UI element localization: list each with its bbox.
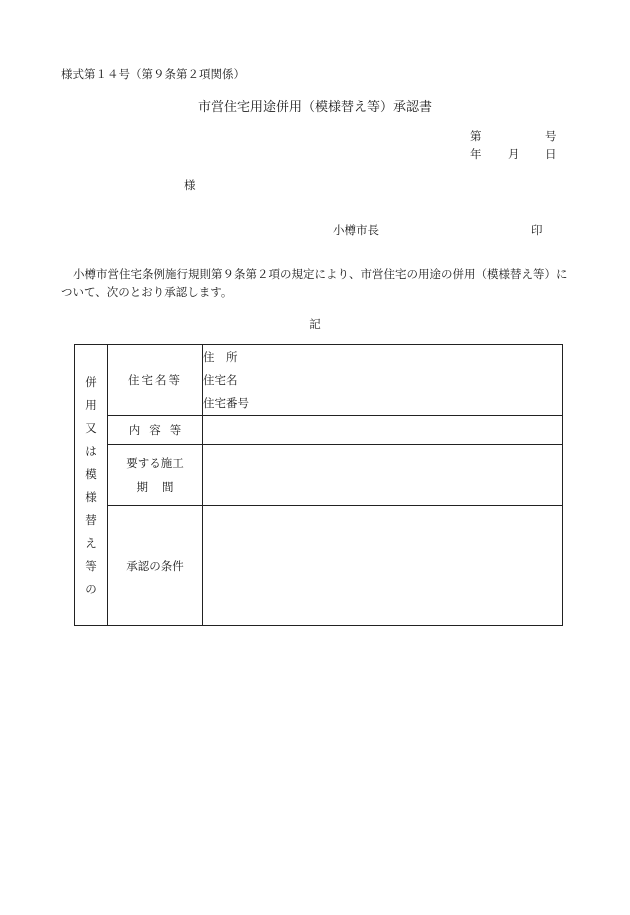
side-char: え xyxy=(85,535,97,550)
period-label-line2: 期間 xyxy=(136,480,188,494)
content-label: 内容等 xyxy=(128,423,191,437)
seal-mark: 印 xyxy=(531,223,543,237)
side-char: 併 xyxy=(85,374,97,389)
number-go: 号 xyxy=(545,129,557,143)
date-month: 月 xyxy=(508,147,520,161)
issuer-name: 小樽市長 xyxy=(333,223,379,237)
body-text: 小樽市営住宅条例施行規則第９条第２項の規定により、市営住宅の用途の併用（模様替え等）について、次のとおり承認します。 xyxy=(61,267,568,299)
side-char: 替 xyxy=(85,512,97,527)
side-char: の xyxy=(85,581,97,596)
conditions-label: 承認の条件 xyxy=(126,558,184,573)
side-char: 模 xyxy=(85,466,97,481)
side-label-cell xyxy=(75,345,108,626)
housing-name-label-cell xyxy=(108,345,203,416)
side-char: 等 xyxy=(85,558,97,573)
conditions-label-cell xyxy=(108,506,203,626)
period-label-line1: 要する施工 xyxy=(126,456,184,470)
content-value-cell[interactable] xyxy=(203,416,563,445)
housing-name-label: 住宅名等 xyxy=(128,373,182,387)
housing-number-field-label: 住宅番号 xyxy=(203,395,249,410)
housing-name-field-label: 住宅名 xyxy=(203,372,238,387)
side-char: 又 xyxy=(85,420,97,435)
housing-name-value-cell[interactable] xyxy=(203,345,563,416)
period-value-cell[interactable] xyxy=(203,445,563,506)
side-char: 用 xyxy=(85,397,97,412)
side-char: 様 xyxy=(85,489,97,504)
record-heading: 記 xyxy=(309,317,321,331)
period-label-cell xyxy=(108,445,203,506)
address-field-label: 住 所 xyxy=(203,349,238,364)
date-day: 日 xyxy=(545,147,557,161)
form-number: 様式第１４号（第９条第２項関係） xyxy=(61,67,245,81)
document-title: 市営住宅用途併用（模様替え等）承認書 xyxy=(197,100,432,115)
date-year: 年 xyxy=(470,147,482,161)
addressee-suffix: 様 xyxy=(184,178,196,192)
number-dai: 第 xyxy=(470,129,482,143)
side-char: は xyxy=(85,443,97,458)
approval-table xyxy=(74,344,563,626)
conditions-value-cell[interactable] xyxy=(203,506,563,626)
side-label xyxy=(75,374,107,597)
content-label-cell xyxy=(108,416,203,445)
